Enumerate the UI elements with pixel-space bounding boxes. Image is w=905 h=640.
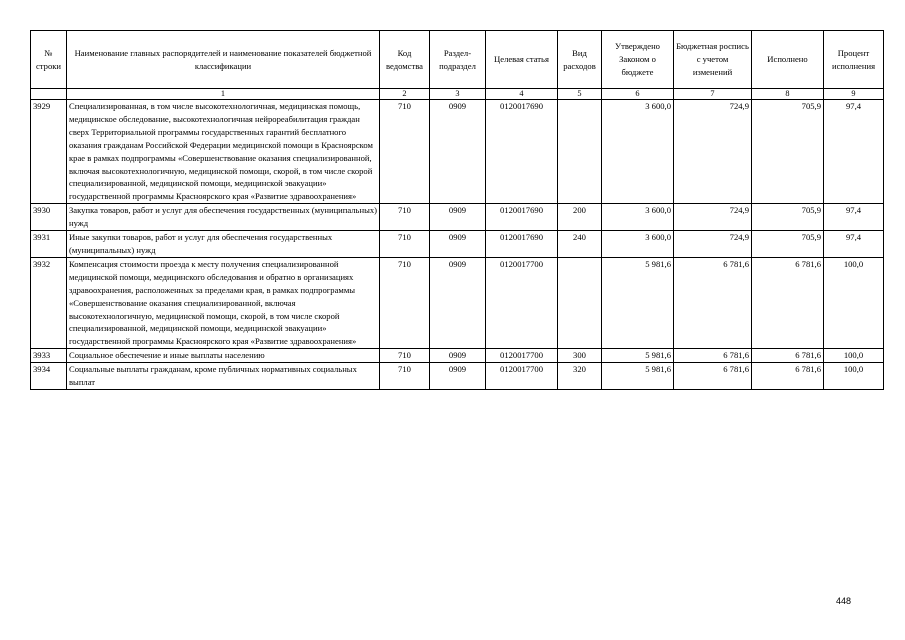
row-number: 3931 bbox=[31, 231, 67, 258]
department-code: 710 bbox=[380, 231, 430, 258]
target-article: 0120017690 bbox=[486, 204, 558, 231]
department-code: 710 bbox=[380, 100, 430, 204]
target-article: 0120017700 bbox=[486, 363, 558, 390]
executed-amount: 6 781,6 bbox=[752, 257, 824, 348]
page-number: 448 bbox=[836, 596, 852, 606]
table-row bbox=[31, 231, 884, 258]
table-row bbox=[31, 204, 884, 231]
approved-amount: 5 981,6 bbox=[602, 257, 674, 348]
header-executed: Исполнено bbox=[752, 31, 824, 89]
budget-list-amount: 6 781,6 bbox=[674, 363, 752, 390]
department-code: 710 bbox=[380, 204, 430, 231]
budget-table bbox=[30, 30, 884, 390]
row-number: 3929 bbox=[31, 100, 67, 204]
header-department-code: Код ведомства bbox=[380, 31, 430, 89]
row-number: 3934 bbox=[31, 363, 67, 390]
row-number: 3933 bbox=[31, 349, 67, 363]
approved-amount: 5 981,6 bbox=[602, 363, 674, 390]
column-number: 9 bbox=[824, 89, 884, 100]
header-budget-list: Бюджетная роспись с учетом изменений bbox=[674, 31, 752, 89]
expense-type: 320 bbox=[558, 363, 602, 390]
expense-type: 300 bbox=[558, 349, 602, 363]
header-name: Наименование главных распорядителей и наименование показателей бюджетной классификации bbox=[67, 31, 380, 89]
execution-percent: 100,0 bbox=[824, 363, 884, 390]
row-number: 3932 bbox=[31, 257, 67, 348]
column-number: 2 bbox=[380, 89, 430, 100]
table-header bbox=[31, 31, 884, 89]
budget-list-amount: 724,9 bbox=[674, 204, 752, 231]
executed-amount: 6 781,6 bbox=[752, 349, 824, 363]
department-code: 710 bbox=[380, 349, 430, 363]
execution-percent: 100,0 bbox=[824, 257, 884, 348]
header-row-number: № строки bbox=[31, 31, 67, 89]
row-name: Социальное обеспечение и иные выплаты населению bbox=[67, 349, 380, 363]
expense-type bbox=[558, 257, 602, 348]
department-code: 710 bbox=[380, 363, 430, 390]
expense-type bbox=[558, 100, 602, 204]
row-name: Социальные выплаты гражданам, кроме публичных нормативных социальных выплат bbox=[67, 363, 380, 390]
column-number: 8 bbox=[752, 89, 824, 100]
table-row bbox=[31, 349, 884, 363]
section-code: 0909 bbox=[430, 257, 486, 348]
row-number: 3930 bbox=[31, 204, 67, 231]
column-number-row bbox=[31, 89, 884, 100]
table-body bbox=[31, 89, 884, 390]
column-number: 5 bbox=[558, 89, 602, 100]
table-row bbox=[31, 100, 884, 204]
header-target-article: Целевая статья bbox=[486, 31, 558, 89]
target-article: 0120017700 bbox=[486, 349, 558, 363]
section-code: 0909 bbox=[430, 363, 486, 390]
column-number: 4 bbox=[486, 89, 558, 100]
budget-list-amount: 6 781,6 bbox=[674, 257, 752, 348]
column-number: 3 bbox=[430, 89, 486, 100]
expense-type: 240 bbox=[558, 231, 602, 258]
section-code: 0909 bbox=[430, 100, 486, 204]
column-number: 1 bbox=[67, 89, 380, 100]
section-code: 0909 bbox=[430, 231, 486, 258]
section-code: 0909 bbox=[430, 204, 486, 231]
executed-amount: 6 781,6 bbox=[752, 363, 824, 390]
execution-percent: 100,0 bbox=[824, 349, 884, 363]
approved-amount: 3 600,0 bbox=[602, 231, 674, 258]
approved-amount: 3 600,0 bbox=[602, 100, 674, 204]
header-expense-type: Вид расходов bbox=[558, 31, 602, 89]
header-percent: Процент исполнения bbox=[824, 31, 884, 89]
execution-percent: 97,4 bbox=[824, 204, 884, 231]
approved-amount: 3 600,0 bbox=[602, 204, 674, 231]
execution-percent: 97,4 bbox=[824, 231, 884, 258]
column-number bbox=[31, 89, 67, 100]
column-number: 6 bbox=[602, 89, 674, 100]
executed-amount: 705,9 bbox=[752, 231, 824, 258]
executed-amount: 705,9 bbox=[752, 100, 824, 204]
target-article: 0120017690 bbox=[486, 100, 558, 204]
department-code: 710 bbox=[380, 257, 430, 348]
budget-list-amount: 724,9 bbox=[674, 100, 752, 204]
table-row bbox=[31, 257, 884, 348]
execution-percent: 97,4 bbox=[824, 100, 884, 204]
approved-amount: 5 981,6 bbox=[602, 349, 674, 363]
row-name: Компенсация стоимости проезда к месту получения специализированной медицинской помощи, медицинского обследования и обратно в организациях здравоохранения, расположенных за пределами края, в рамках подпрограммы «Совершенствование оказания специализированной, включая высокотехнологичную, медицинской помощи, скорой, в том числе скорой специализированной, медицинской помощи, медицинской эвакуации» государственной программы Красноярского края «Развитие здравоохранения» bbox=[67, 257, 380, 348]
table-row bbox=[31, 363, 884, 390]
budget-list-amount: 6 781,6 bbox=[674, 349, 752, 363]
executed-amount: 705,9 bbox=[752, 204, 824, 231]
section-code: 0909 bbox=[430, 349, 486, 363]
column-number: 7 bbox=[674, 89, 752, 100]
budget-list-amount: 724,9 bbox=[674, 231, 752, 258]
target-article: 0120017700 bbox=[486, 257, 558, 348]
target-article: 0120017690 bbox=[486, 231, 558, 258]
header-section: Раздел- подраздел bbox=[430, 31, 486, 89]
row-name: Специализированная, в том числе высокотехнологичная, медицинская помощь, медицинское обследование, высокотехнологичная нейрореабилитация граждан сверх Территориальной программы государственных гарантий бесплатного оказания гражданам Российской Федерации медицинской помощи в Красноярском крае в рамках подпрограммы «Совершенствование оказания специализированной, включая высокотехнологичную, медицинской помощи, скорой, в том числе скорой специализированной, медицинской помощи, медицинской эвакуации» государственной программы Красноярского края «Развитие здравоохранения» bbox=[67, 100, 380, 204]
expense-type: 200 bbox=[558, 204, 602, 231]
row-name: Закупка товаров, работ и услуг для обеспечения государственных (муниципальных) нужд bbox=[67, 204, 380, 231]
row-name: Иные закупки товаров, работ и услуг для обеспечения государственных (муниципальных) нужд bbox=[67, 231, 380, 258]
header-approved: Утверждено Законом о бюджете bbox=[602, 31, 674, 89]
